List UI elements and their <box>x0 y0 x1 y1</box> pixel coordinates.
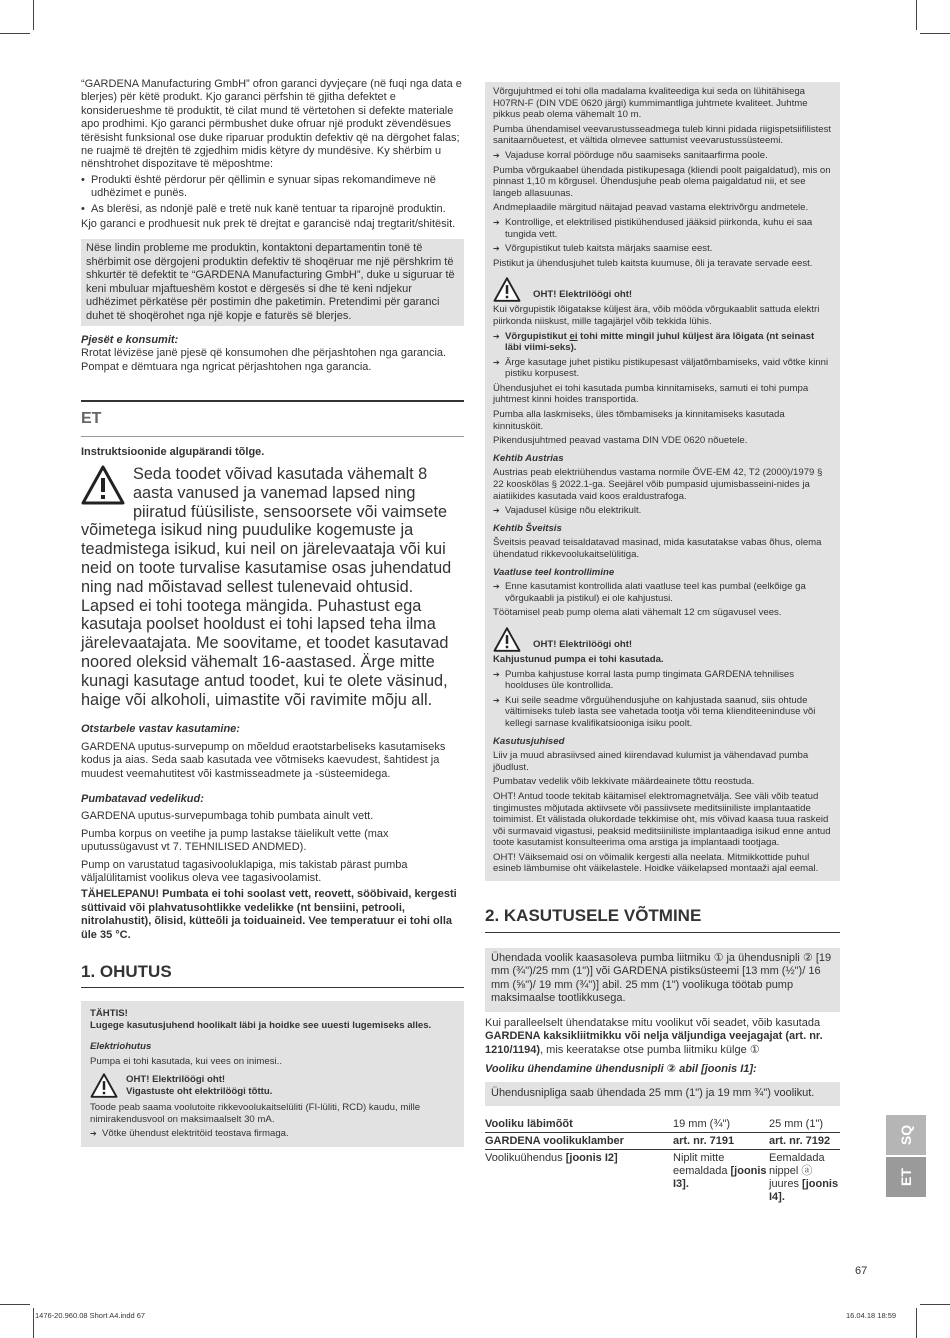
safety-heading: 1. OHUTUS <box>81 962 172 982</box>
figure-ref: [joonis I3]. <box>673 1164 767 1190</box>
child-warning <box>81 465 464 709</box>
table-row <box>485 1149 840 1206</box>
instruction-item: ➔ Ärge kasutage juhet pistiku pistikupesast väljatõmbamiseks, vaid võtke kinni pistiku korpusest. <box>493 357 832 380</box>
rcd-text: Toode peab saama voolutoite rikkevoolukaitselüliti (FI-lüliti, RCD) kaudu, mille nimirakendusvool on maksimaalselt 30 mA. <box>90 1102 421 1126</box>
table-cell <box>769 1149 840 1206</box>
nipple-heading: Vooliku ühendamine ühendusnipli ② abil [joonis I1]: <box>485 1062 757 1075</box>
safety-box <box>81 1001 464 1147</box>
crop-mark <box>916 1308 917 1338</box>
tab-sq[interactable] <box>886 1115 926 1155</box>
usage-text: OHT! Väiksemaid osi on võimalik kergesti alla neelata. Mitmikkottide puhul esineb lämbumise oht väikelastele. Hoidke väikelapsed montaaži ajal eemal. <box>493 851 819 875</box>
right-column <box>485 82 840 1206</box>
danger-title: OHT! Elektrilöögi oht! <box>533 289 633 301</box>
instruction-item: ➔ Vajadusel küsige nõu elektrikult. <box>493 505 832 517</box>
intended-use-heading: Otstarbele vastav kasutamine: <box>81 723 240 736</box>
nameplate-text: Andmeplaadile märgitud näitajad peavad vastama elektrivõrgu andmetele. <box>493 202 809 214</box>
instruction-item: ➔ Vajaduse korral pöörduge nõu saamiseks sanitaarfirma poole. <box>493 150 832 162</box>
instruction-item <box>493 331 832 354</box>
fluids-text: Pumba korpus on veetihe ja pump lastakse täielikult vette (max uputussügavust vt 7. TEHNILISED ANDMED). <box>81 827 389 854</box>
contact-box <box>81 239 464 325</box>
divider <box>81 987 464 988</box>
cut-plug-text: Kui võrgupistik lõigatakse küljest ära, võib mööda võrgukaablit sattuda elektri piirkonda niiskust, mille tagajärjel võib tekkida lühis. <box>493 304 820 327</box>
fluids-heading: Pumbatavad vedelikud: <box>81 793 204 806</box>
table-header: 25 mm (1") <box>769 1117 824 1130</box>
crop-mark <box>0 33 30 34</box>
cable-text: Võrgujuhtmed ei tohi olla madalama kvaliteediga kui seda on lühitähisega H07RN-F (DIN VDE 0620 järgi) kummimantliga juhtmete kvaliteet. Juhtme pikkus peab olema vähemalt 10 m. <box>493 86 808 121</box>
intended-use-text: GARDENA uputus-survepump on mõeldud eraotstarbeliseks kasutamiseks kodus ja aias. Seda saab kasutada vee võtmiseks kaevudest, šahtidest ja muudest veemahutitest või kastmisseadmete ja -süsteemidega. <box>81 740 446 780</box>
warning-triangle-icon <box>493 277 521 302</box>
rope-text: Pumba alla laskmiseks, üles tõmbamiseks ja kinnitamiseks kasutada kinnitusköit. <box>493 409 785 432</box>
tab-label: ET <box>897 1168 914 1186</box>
instruction-text: tohi mitte mingil juhul küljest ära lõigata (nt seinast läbi viimi-seks). <box>505 330 815 354</box>
danger-note <box>493 277 832 302</box>
cell-text: Eemaldada nippel ⓐ juures <box>769 1151 825 1190</box>
crop-mark <box>920 33 950 34</box>
divider <box>81 436 464 437</box>
spec-table <box>485 1116 840 1206</box>
table-cell <box>485 1149 673 1206</box>
table-cell <box>673 1149 769 1206</box>
parallel-product: GARDENA kaksikliitmikku või nelja väljundiga veejagajat (art. nr. 1210/1194) <box>485 1030 823 1056</box>
crop-mark <box>916 0 917 30</box>
parallel-text <box>485 1017 840 1057</box>
instruction-item: ➔ Pumba kahjustuse korral lasta pump tingimata GARDENA tehnilises hoolduses üle kontrollida. <box>493 669 832 692</box>
cell-text: Voolikuühendus <box>485 1151 566 1164</box>
instruction-text: Võrgupistikut <box>505 330 570 342</box>
child-warning-text: Seda toodet võivad kasutada vähemalt 8 aasta vanused ja vanemad lapsed ning piiratud füüsiliste, sensoorsete või vaimsete võimetega isikud ning puudulike kogemuste ja teadmistega isikud, kui neil on järelevaataja või kui neid on toote turvalise kasutamise osas juhendatud ning nad mõistavad sellest tulenevaid ohtusid. Lapsed ei tohi tootega mängida. Puhastust ega kasutaja poolset hooldust ei tohi lapsed teha ilma järelevaatajata. Me soovitame, et toodet kasutavad noored oleksid vähemalt 16-aastased. Ärge mitte kunagi kasutage antud toodet, kui te olete väsinud, haige või alkoholi, uimastite või ravimite mõju all. <box>81 465 452 709</box>
wear-text: Rrotat lëvizëse janë pjesë që konsumohen dhe përjashtohen nga garancia. Pompat e dëmtuara nga ngricat përjashtohen nga garancia. <box>81 347 447 373</box>
sanitary-text: Pumba ühendamisel veevarustusseadmega tuleb kinni pidada riigispetsiifilistest sanitaarnõuetest, et vältida olmevee sattumist veevarustussüsteemi. <box>493 123 832 147</box>
nipple-text: Ühendusnipliga saab ühendada 25 mm (1") ja 19 mm ¾") voolikut. <box>491 1087 815 1100</box>
connect-text: Ühendada voolik kaasasoleva pumba liitmiku ① ja ühendusnipli ② [19 mm (¾")/25 mm (1")] või GARDENA pistiksüsteemi [13 mm (½")/ 16 mm (⅝")/ 19 mm (¾")] abil. 25 mm (1") voolikuga töötab pump maksimaalse tootlikkusega. <box>491 952 832 1005</box>
rights-note: Kjo garanci e prodhuesit nuk prek të drejtat e garancisë ndaj tregtarit/shitësit. <box>81 218 456 231</box>
visual-check-heading: Vaatluse teel kontrollimine <box>493 566 615 578</box>
depth-text: Töötamisel peab pump olema alati vähemalt 12 cm sügavusel vees. <box>493 607 782 619</box>
contact-text: Nëse lindin probleme me produktin, kontaktoni departamentin tonë të shërbimit ose dërgojeni produktin defektiv të shoqëruar me një përshkrim të shkurtër të defektit te “GARDENA Manufacturing GmbH”, duke u siguruar të keni mbuluar mjaftueshëm kostot e dërgesës si dhe të keni ndjekur udhëzimet përkatëse për postimin dhe paketimin. Pretendimi për garanci duhet të shoqërohet nga një kopje e faturës së blerjes. <box>86 242 455 322</box>
table-row <box>485 1116 840 1133</box>
crop-mark <box>920 1304 950 1305</box>
crop-mark <box>33 1308 34 1338</box>
plug-protection-text: Pistikut ja ühendusjuhet tuleb kaitsta kuumuse, õli ja teravate servade eest. <box>493 257 813 269</box>
footer-file: 1476-20.960.08 Short A4.indd 67 <box>35 1311 146 1320</box>
austria-heading: Kehtib Austrias <box>493 452 564 464</box>
rcd-instruction: ➔ Võtke ühendust elektritöid teostava firmaga. <box>90 1128 455 1140</box>
usage-text: Liiv ja muud abrasiivsed ained kiirendavad kulumist ja vähendavad pumba jõudlust. <box>493 750 809 773</box>
danger-note <box>90 1073 455 1098</box>
table-header: Vooliku läbimõõt <box>485 1117 573 1130</box>
tab-et[interactable] <box>886 1157 926 1197</box>
wear-heading: Pjesët e konsumit: <box>81 333 179 346</box>
figure-ref: [joonis I4]. <box>769 1177 839 1203</box>
usage-heading: Kasutusjuhised <box>493 735 565 747</box>
warning-triangle-icon <box>493 627 521 652</box>
table-header: 19 mm (¾") <box>673 1117 731 1130</box>
section2-heading: 2. KASUTUSELE VÕTMINE <box>485 906 702 926</box>
instruction-item: ➔ Kui seile seadme võrguühendusjuhe on kahjustada saanud, siis ohtude vältimiseks tuleb lasta see vahetada tootja või tema klienditeeninduse või kellegi sarnase kvalifikatsiooniga isiku poolt. <box>493 695 832 730</box>
table-cell: GARDENA voolikuklamber <box>485 1134 624 1147</box>
extension-text: Pikendusjuhtmed peavad vastama DIN VDE 0620 nõuetele. <box>493 435 748 447</box>
nipple-box <box>485 1082 840 1105</box>
crop-mark <box>0 1304 30 1305</box>
warning-triangle-icon <box>81 465 125 505</box>
parallel-text-end: , mis keeratakse otse pumba liitmiku külge ① <box>540 1043 760 1056</box>
emphasis-text: ei <box>569 330 578 342</box>
divider <box>81 400 464 402</box>
translation-note: Instruktsioonide algupärandi tõlge. <box>81 445 265 458</box>
fluids-text: Pump on varustatud tagasivooluklapiga, mis takistab pärast pumba väljalülitamist voolikus oleva vee tagasivoolamist. <box>81 858 408 885</box>
danger-note <box>493 627 832 652</box>
cable-usage-text: Ühendusjuhet ei tohi kasutada pumba kinnitamiseks, samuti ei tohi pumpa juhtmest kinni hoides transportida. <box>493 382 809 406</box>
danger-subtitle: Vigastuste oht elektrilöögi tõttu. <box>126 1085 273 1097</box>
fluids-warning: TÄHELEPANU! Pumbata ei tohi soolast vett, reovett, sööbivaid, kergesti süttivaid või plahvatusohtlikke vedelikke (nt bensiini, petrooli, nitrolahustit), õlisid, kütteõli ja toiduaineid. Vee temperatuur ei tohi olla üle 35 °C. <box>81 888 457 941</box>
important-text: Lugege kasutusjuhend hoolikalt läbi ja hoidke see uuesti lugemiseks alles. <box>90 1019 432 1031</box>
figure-ref: [joonis I2] <box>565 1151 618 1164</box>
divider <box>485 932 840 933</box>
instruction-item: ➔ Enne kasutamist kontrollida alati vaatluse teel kas pumbal (eelkõige ga võrgukaabli ja pistikul) ei ole kahjustusi. <box>493 581 832 604</box>
language-tabs <box>886 1115 926 1197</box>
cell-text: Niplit mitte eemaldada <box>673 1151 731 1177</box>
page-number: 67 <box>855 1265 868 1277</box>
table-row <box>485 1132 840 1149</box>
usage-text: Pumbatav vedelik võib lekkivate määrdeainete tõttu reostuda. <box>493 776 755 788</box>
warning-triangle-icon <box>90 1073 118 1098</box>
fluids-text: GARDENA uputus-survepumbaga tohib pumbata ainult vett. <box>81 810 374 823</box>
danger-title: OHT! Elektrilöögi oht! <box>126 1074 226 1086</box>
swiss-heading: Kehtib Šveitsis <box>493 522 562 534</box>
crop-mark <box>33 0 34 30</box>
electric-safety-heading: Elektriohutus <box>90 1041 152 1053</box>
austria-text: Austrias peab elektriühendus vastama normile ÖVE-EM 42, T2 (2000)/1979 § 22 kooskõlas § 2022.1-ga. Seejärel võib pumpasid ujumisbasseini-nides ja aiatiikides kasutada vaid koos eraldustrafoga. <box>493 467 823 502</box>
important-label: TÄHTIS! <box>90 1008 128 1020</box>
left-column <box>81 78 464 1147</box>
damaged-pump-heading: Kahjustunud pumpa ei tohi kasutada. <box>493 653 664 665</box>
footer-date: 16.04.18 18:59 <box>846 1311 897 1320</box>
parallel-text-start: Kui paralleelselt ühendatakse mitu voolikut või seadet, võib kasutada <box>485 1016 821 1029</box>
usage-text: OHT! Antud toode tekitab käitamisel elektromagnetvälja. See väli võib teatud tingimustes mõjutada aktiivsete või passiivsete meditsiiniliste implantaatide toimimist. Et välistada olukordade tekkimise oht, mis võivad kaasa tuua raskeid või surmavaid vigastusi, peaksid meditsiiniliste implantaadiga isikud enne antud toote kasutamist konsulteerima oma arstiga ja implantaadi tootjaga. <box>493 790 831 849</box>
danger-title: OHT! Elektrilöögi oht! <box>533 638 633 650</box>
warranty-bullet: • Produkti është përdorur për qëllimin e synuar sipas rekomandimeve në udhëzimet e punës. <box>81 174 464 201</box>
instruction-item: ➔ Võrgupistikut tuleb kaitsta märjaks saamise eest. <box>493 243 832 255</box>
language-heading: ET <box>81 409 102 427</box>
electric-safety-text: Pumpa ei tohi kasutada, kui vees on inimesi.. <box>90 1055 282 1067</box>
safety-continued-box <box>485 82 840 881</box>
table-cell: art. nr. 7191 <box>673 1134 735 1147</box>
warranty-bullet: • As blerësi, as ndonjë palë e tretë nuk kanë tentuar ta riparojnë produktin. <box>81 203 464 216</box>
warranty-intro: “GARDENA Manufacturing GmbH” ofron garanci dyvjeçare (në fuqi nga data e blerjes) për këtë produkt. Kjo garanci përfshin të gjitha defektet e konsiderueshme të produktit, të cilat mund të vërtetohen si defekte materiale apo prodhimi. Kjo garanci përmbushet duke ofruar një produkt zëvendësues tërësisht funksional ose duke riparuar produktin defektiv që na dërgohet falas; ne ruajmë të drejtën të zgjedhim midis këtyre dy mundësive. Ky shërbim u nënshtrohet dispozitave të mëposhtme: <box>81 78 462 171</box>
socket-text: Pumba võrgukaabel ühendada pistikupesaga (kliendi poolt paigaldatud), mis on pinnast 1,10 m kõrgusel. Ühendusjuhe peab olema paigaldatud nii, et see langeb allasuunas. <box>493 164 831 199</box>
swiss-text: Šveitsis peavad teisaldatavad masinad, mida kasutatakse vabas õhus, olema ühendatud rikkevoolukaitselülitiga. <box>493 537 822 560</box>
table-cell: art. nr. 7192 <box>769 1134 831 1147</box>
tab-label: SQ <box>897 1124 914 1146</box>
connect-box <box>485 948 840 1012</box>
instruction-item: ➔ Kontrollige, et elektrilised pistikühendused jääksid piirkonda, kuhu ei saa tungida vett. <box>493 217 832 240</box>
